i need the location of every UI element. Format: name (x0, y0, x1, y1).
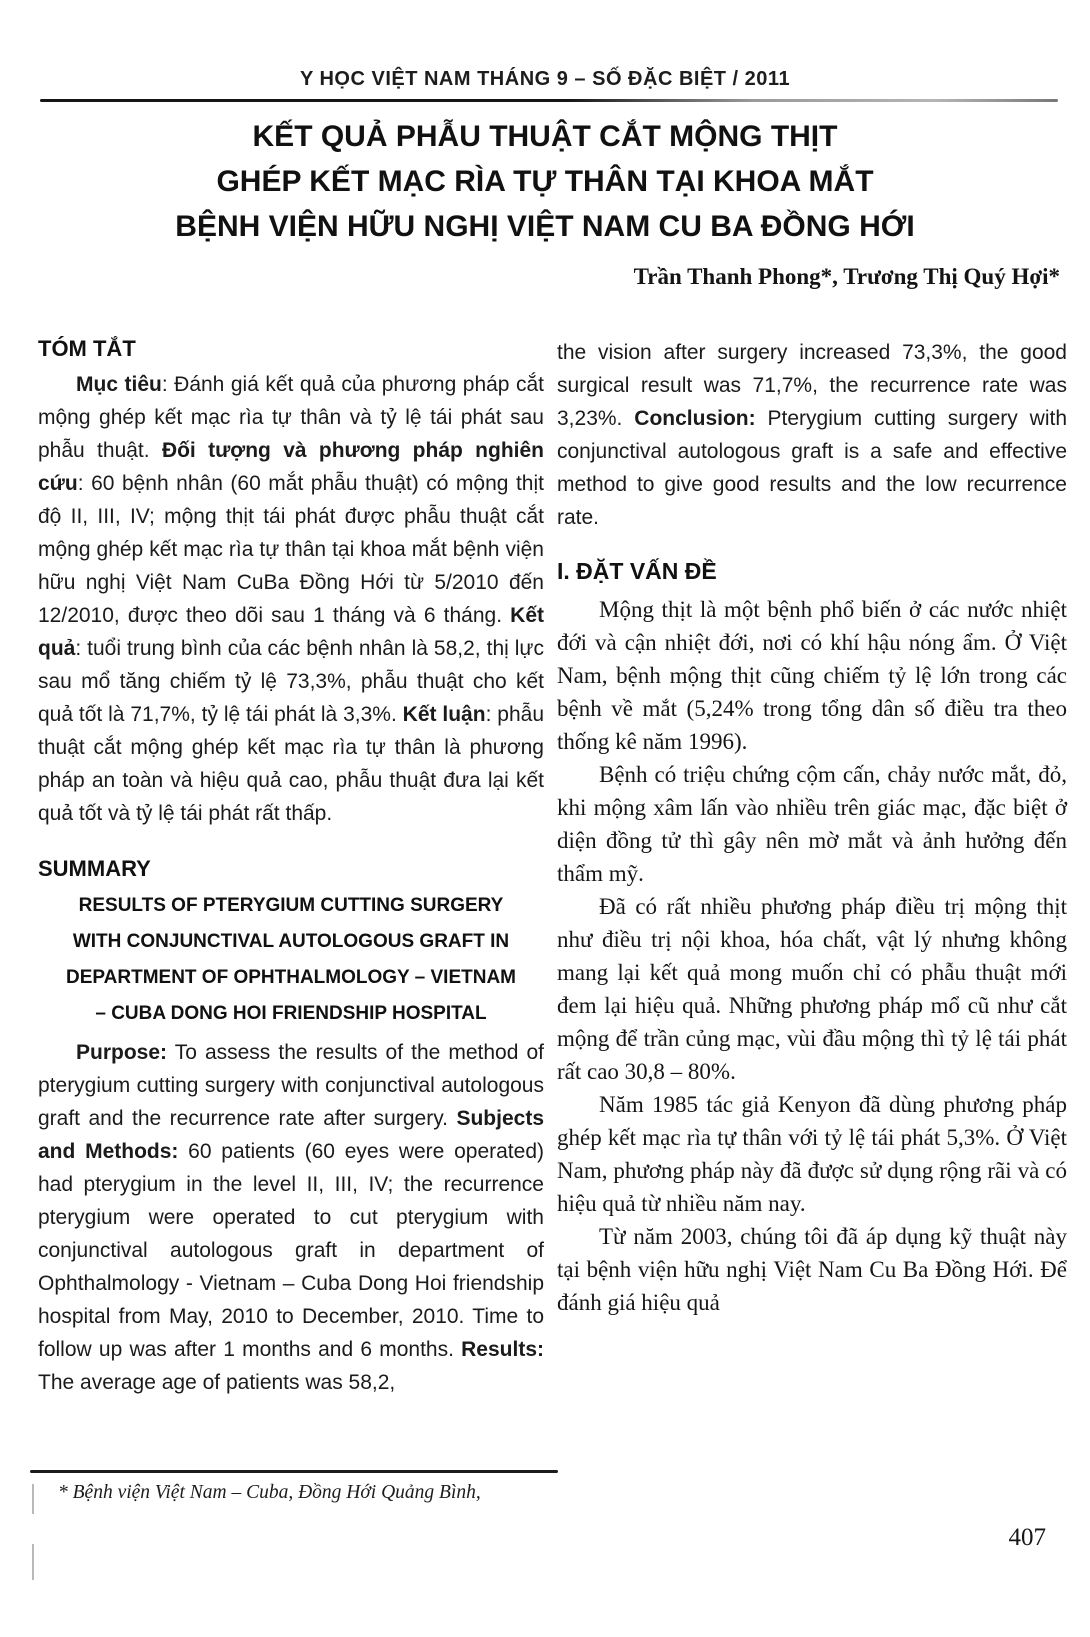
introduction-paragraph: Mộng thịt là một bệnh phổ biến ở các nước nhiệt đới và cận nhiệt đới, nơi có khí hậu nóng ẩm. Ở Việt Nam, bệnh mộng thịt cũng chiếm tỷ lệ lớn trong các bệnh về mắt (5,24% trong tổng dân số điều tra theo thống kê năm 1996). (557, 597, 1067, 754)
article-title-line: BỆNH VIỆN HỮU NGHỊ VIỆT NAM CU BA ĐỒNG HỚI (175, 210, 915, 243)
abstract-heading: TÓM TẮT (38, 336, 136, 361)
abstract-vi-section (38, 336, 544, 830)
authors-line: Trần Thanh Phong*, Trương Thị Quý Hợi* (633, 264, 1060, 289)
summary-continuation-paragraph: the vision after surgery increased 73,3%, the good surgical result was 71,7%, the recurrence rate was 3,23%. Conclusion: Pterygium cutting surgery with conjunctival autologous graft is a safe and effective method to give good results and the low recurrence rate. (557, 341, 1068, 529)
article-title-line: KẾT QUẢ PHẪU THUẬT CẮT MỘNG THỊT (252, 120, 838, 153)
footnote-divider (30, 1470, 558, 1473)
summary-subtitle-line: WITH CONJUNCTIVAL AUTOLOGOUS GRAFT IN (72, 931, 510, 952)
summary-section (38, 856, 544, 1399)
summary-subtitle (38, 888, 544, 1032)
introduction-paragraph: Bệnh có triệu chứng cộm cấn, chảy nước mắt, đỏ, khi mộng xâm lấn vào nhiều trên giác mạc, đặc biệt ở diện đồng tử thì gây nên mờ mắt và ảnh hưởng đến thẩm mỹ. (557, 762, 1067, 886)
summary-subtitle-line: – CUBA DONG HOI FRIENDSHIP HOSPITAL (95, 1003, 487, 1024)
summary-subtitle-line: DEPARTMENT OF OPHTHALMOLOGY – VIETNAM (65, 967, 517, 988)
left-column (38, 336, 544, 1399)
journal-header: Y HỌC VIỆT NAM THÁNG 9 – SỐ ĐẶC BIỆT / 2011 (299, 68, 791, 90)
footnote-text: * Bệnh viện Việt Nam – Cuba, Đồng Hới Quảng Bình, (58, 1482, 481, 1503)
right-column (557, 336, 1067, 1319)
header-divider (40, 99, 1058, 102)
scan-artifact (32, 1544, 34, 1580)
summary-heading: SUMMARY (38, 856, 151, 881)
article-title-line: GHÉP KẾT MẠC RÌA TỰ THÂN TẠI KHOA MẮT (216, 165, 874, 198)
introduction-paragraph: Năm 1985 tác giả Kenyon đã dùng phương pháp ghép kết mạc rìa tự thân với tỷ lệ tái phát 5,3%. Ở Việt Nam, phương pháp này đã được sử dụng rộng rãi và có hiệu quả từ nhiều năm nay. (557, 1092, 1067, 1216)
summary-subtitle-line: RESULTS OF PTERYGIUM CUTTING SURGERY (78, 895, 504, 916)
page-number: 407 (1008, 1524, 1046, 1551)
abstract-paragraph: Mục tiêu: Đánh giá kết quả của phương pháp cắt mộng ghép kết mạc rìa tự thân và tỷ lệ tái phát sau phẫu thuật. Đối tượng và phương pháp nghiên cứu: 60 bệnh nhân (60 mắt phẫu thuật) có mộng thịt độ II, III, IV; mộng thịt tái phát được phẫu thuật cắt mộng ghép kết mạc rìa tự thân tại khoa mắt bệnh viện hữu nghị Việt Nam CuBa Đồng Hới từ 5/2010 đến 12/2010, được theo dõi sau 1 tháng và 6 tháng. Kết quả: tuổi trung bình của các bệnh nhân là 58,2, thị lực sau mổ tăng chiếm tỷ lệ 73,3%, phẫu thuật cho kết quả tốt là 71,7%, tỷ lệ tái phát là 3,3%. Kết luận: phẫu thuật cắt mộng ghép kết mạc rìa tự thân là phương pháp an toàn và hiệu quả cao, phẫu thuật đưa lại kết quả tốt và tỷ lệ tái phát rất thấp. (38, 373, 545, 825)
summary-paragraph: Purpose: To assess the results of the method of pterygium cutting surgery with conjunctival autologous graft and the recurrence rate after surgery. Subjects and Methods: 60 patients (60 eyes were operated) had pterygium in the level II, III, IV; the recurrence pterygium were operated to cut pterygium with conjunctival autologous graft in department of Ophthalmology - Vietnam – Cuba Dong Hoi friendship hospital from May, 2010 to December, 2010. Time to follow up was after 1 months and 6 months. Results: The average age of patients was 58,2, (38, 1041, 544, 1394)
article-title (0, 114, 1090, 249)
scan-artifact (32, 1484, 34, 1514)
introduction-paragraph: Đã có rất nhiều phương pháp điều trị mộng thịt như điều trị nội khoa, hóa chất, vật lý nhưng không mang lại kết quả mong muốn chỉ có phẫu thuật mới đem lại hiệu quả. Những phương pháp mổ cũ như cắt mộng để trần củng mạc, vùi đầu mộng thì tỷ lệ tái phát rất cao 30,8 – 80%. (557, 894, 1067, 1084)
introduction-heading: I. ĐẶT VẤN ĐỀ (557, 558, 717, 584)
introduction-section (557, 558, 1067, 1319)
introduction-paragraph: Từ năm 2003, chúng tôi đã áp dụng kỹ thuật này tại bệnh viện hữu nghị Việt Nam Cu Ba Đồng Hới. Để đánh giá hiệu quả (557, 1224, 1067, 1315)
